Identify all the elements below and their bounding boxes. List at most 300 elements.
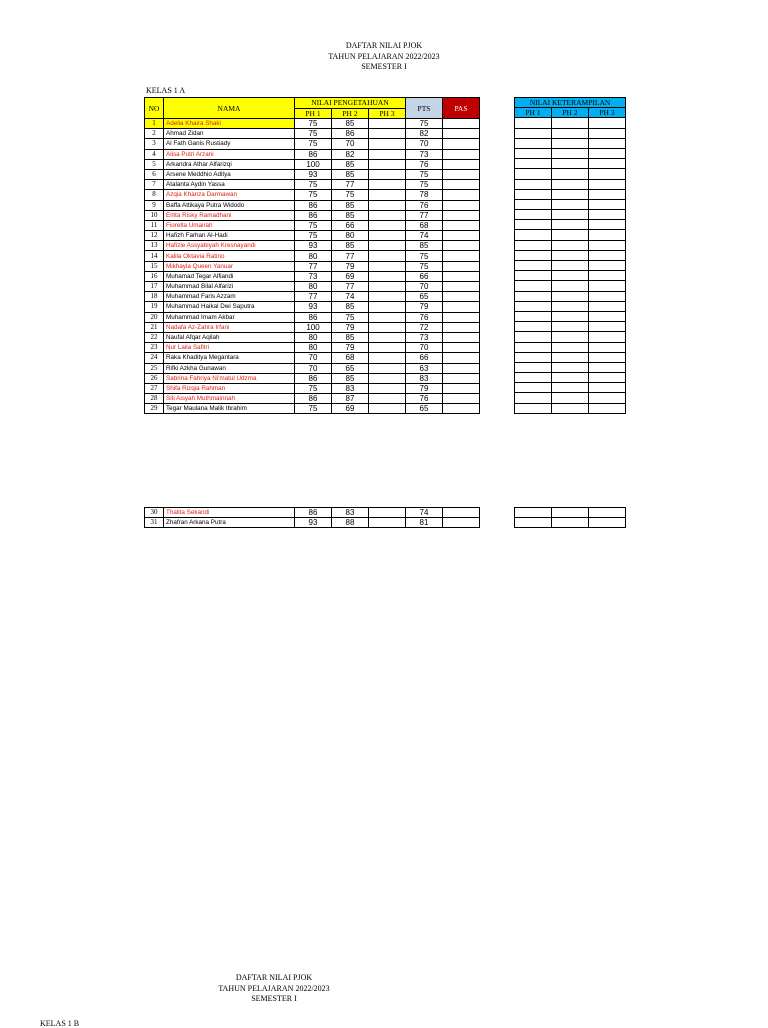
ph1-score: 93	[295, 518, 332, 528]
pas-score	[443, 220, 480, 230]
student-name: Zhafran Arkana Putra	[164, 518, 295, 528]
student-name: Hafizie Assyabiyah Kresnayandi	[164, 241, 295, 251]
pts-score: 76	[406, 394, 443, 404]
table-row	[145, 282, 480, 292]
table-row	[145, 129, 480, 139]
skill-ph3-score	[589, 138, 626, 148]
skill-ph1-score	[515, 210, 552, 220]
ph2-score: 65	[332, 363, 369, 373]
skill-ph2-score	[552, 250, 589, 260]
skill-ph2-score	[552, 220, 589, 230]
skill-row	[515, 403, 626, 413]
ph3-score	[369, 159, 406, 169]
skill-ph2-score	[552, 159, 589, 169]
pas-score	[443, 343, 480, 353]
pts-score: 76	[406, 200, 443, 210]
header-no: NO	[145, 98, 164, 119]
ph1-score: 86	[295, 312, 332, 322]
ph1-score: 77	[295, 292, 332, 302]
header-skill-ph3: PH 3	[589, 108, 626, 118]
ph2-score: 77	[332, 282, 369, 292]
skill-ph2-score	[552, 148, 589, 158]
skill-ph2-score	[552, 138, 589, 148]
pts-score: 75	[406, 261, 443, 271]
ph3-score	[369, 404, 406, 414]
title-line-2: TAHUN PELAJARAN 2022/2023	[328, 51, 440, 61]
pts-score: 73	[406, 149, 443, 159]
ph1-score: 70	[295, 363, 332, 373]
ph1-score: 80	[295, 343, 332, 353]
pas-score	[443, 190, 480, 200]
ph1-score: 86	[295, 373, 332, 383]
pas-score	[443, 373, 480, 383]
ph1-score: 100	[295, 159, 332, 169]
skill-ph1-score	[515, 281, 552, 291]
ph1-score: 93	[295, 241, 332, 251]
ph1-score: 70	[295, 353, 332, 363]
header-skill-ph2: PH 2	[552, 108, 589, 118]
pts-score: 75	[406, 169, 443, 179]
table-row	[145, 119, 480, 129]
ph3-score	[369, 200, 406, 210]
student-name: Muhammad Faris Azzam	[164, 292, 295, 302]
ph2-score: 85	[332, 200, 369, 210]
ph1-score: 75	[295, 139, 332, 149]
header-pts: PTS	[406, 98, 443, 119]
student-name: Arsene Meddhio Aditya	[164, 169, 295, 179]
row-number: 9	[145, 200, 164, 210]
skill-ph1-score	[515, 383, 552, 393]
table-row	[145, 241, 480, 251]
skill-row	[515, 518, 626, 528]
skill-row	[515, 261, 626, 271]
skill-row	[515, 362, 626, 372]
pts-score: 83	[406, 373, 443, 383]
ph1-score: 73	[295, 271, 332, 281]
header-nama: NAMA	[164, 98, 295, 119]
skill-ph3-score	[589, 518, 626, 528]
pas-score	[443, 282, 480, 292]
pas-score	[443, 119, 480, 129]
header-pas: PAS	[443, 98, 480, 119]
table-row	[145, 404, 480, 414]
table-row	[145, 169, 480, 179]
skill-row	[515, 508, 626, 518]
ph3-score	[369, 271, 406, 281]
ph3-score	[369, 302, 406, 312]
table-row	[145, 149, 480, 159]
skill-ph3-score	[589, 230, 626, 240]
row-number: 31	[145, 518, 164, 528]
skill-ph1-score	[515, 148, 552, 158]
ph3-score	[369, 220, 406, 230]
ph1-score: 86	[295, 394, 332, 404]
skill-ph1-score	[515, 199, 552, 209]
skill-ph1-score	[515, 179, 552, 189]
title-line-1: DAFTAR NILAI PJOK	[345, 41, 423, 50]
row-number: 3	[145, 139, 164, 149]
ph3-score	[369, 261, 406, 271]
grades-table	[144, 97, 480, 414]
pas-score	[443, 180, 480, 190]
row-number: 2	[145, 129, 164, 139]
skill-ph1-score	[515, 508, 552, 518]
footer-line-2: TAHUN PELAJARAN 2022/2023	[218, 983, 330, 993]
skill-row	[515, 138, 626, 148]
skill-row	[515, 332, 626, 342]
skill-ph2-score	[552, 240, 589, 250]
skill-ph3-score	[589, 311, 626, 321]
table-row	[145, 518, 480, 528]
student-name: Rifki Azkha Gunawan	[164, 363, 295, 373]
table-row	[145, 251, 480, 261]
footer-class-label: KELAS 1 B	[40, 1019, 80, 1028]
student-name: Tegar Maulana Malik Ibrahim	[164, 404, 295, 414]
student-name: Muhammad Bilal Alfarizi	[164, 282, 295, 292]
student-name: Naufal Afqar Aqilah	[164, 332, 295, 342]
ph1-score: 77	[295, 261, 332, 271]
skill-ph3-score	[589, 342, 626, 352]
ph3-score	[369, 190, 406, 200]
pts-score: 79	[406, 302, 443, 312]
row-number: 16	[145, 271, 164, 281]
pts-score: 72	[406, 322, 443, 332]
student-name: Muhamad Tegar Alfiandi	[164, 271, 295, 281]
skill-row	[515, 210, 626, 220]
skill-ph1-score	[515, 250, 552, 260]
row-number: 21	[145, 322, 164, 332]
row-number: 24	[145, 353, 164, 363]
ph2-score: 85	[332, 119, 369, 129]
skill-ph3-score	[589, 281, 626, 291]
skill-ph1-score	[515, 342, 552, 352]
pas-score	[443, 210, 480, 220]
pts-score: 75	[406, 180, 443, 190]
ph1-score: 86	[295, 149, 332, 159]
skill-row	[515, 128, 626, 138]
pts-score: 74	[406, 231, 443, 241]
ph2-score: 69	[332, 271, 369, 281]
pts-score: 65	[406, 292, 443, 302]
skill-ph2-score	[552, 342, 589, 352]
ph3-score	[369, 343, 406, 353]
skill-ph2-score	[552, 169, 589, 179]
ph2-score: 80	[332, 231, 369, 241]
ph2-score: 85	[332, 302, 369, 312]
footer-title	[0, 973, 548, 1005]
table-row	[145, 180, 480, 190]
table-row	[145, 383, 480, 393]
pas-score	[443, 139, 480, 149]
skill-row	[515, 301, 626, 311]
pts-score: 75	[406, 119, 443, 129]
skill-ph1-score	[515, 220, 552, 230]
row-number: 10	[145, 210, 164, 220]
row-number: 5	[145, 159, 164, 169]
skill-ph3-score	[589, 210, 626, 220]
row-number: 19	[145, 302, 164, 312]
skill-ph2-score	[552, 383, 589, 393]
pas-score	[443, 383, 480, 393]
row-number: 13	[145, 241, 164, 251]
row-number: 6	[145, 169, 164, 179]
row-number: 18	[145, 292, 164, 302]
pas-score	[443, 251, 480, 261]
skill-ph3-score	[589, 128, 626, 138]
skill-ph3-score	[589, 159, 626, 169]
pas-score	[443, 353, 480, 363]
skill-ph1-score	[515, 271, 552, 281]
ph2-score: 85	[332, 169, 369, 179]
skill-row	[515, 230, 626, 240]
ph3-score	[369, 322, 406, 332]
pas-score	[443, 200, 480, 210]
pas-score	[443, 332, 480, 342]
pts-score: 74	[406, 508, 443, 518]
pas-score	[443, 322, 480, 332]
table-row	[145, 210, 480, 220]
ph1-score: 80	[295, 332, 332, 342]
student-name: Sabrina Fahriya Ni'matul Udzma	[164, 373, 295, 383]
student-name: Muhammad Imam Akbar	[164, 312, 295, 322]
student-name: Siti Aisyah Muthmainnah	[164, 394, 295, 404]
ph2-score: 86	[332, 129, 369, 139]
skill-ph3-score	[589, 169, 626, 179]
pts-score: 73	[406, 332, 443, 342]
ph2-score: 85	[332, 210, 369, 220]
skill-ph2-score	[552, 281, 589, 291]
student-name: Raka Khaditya Megantara	[164, 353, 295, 363]
ph1-score: 100	[295, 322, 332, 332]
skill-ph1-score	[515, 159, 552, 169]
student-name: Shifa Rizqia Rahman	[164, 383, 295, 393]
skill-row	[515, 220, 626, 230]
ph2-score: 75	[332, 190, 369, 200]
skill-row	[515, 322, 626, 332]
ph1-score: 86	[295, 508, 332, 518]
skill-ph3-score	[589, 118, 626, 128]
skill-ph2-score	[552, 311, 589, 321]
skill-row	[515, 393, 626, 403]
skill-ph2-score	[552, 508, 589, 518]
header-ph1: PH 1	[295, 108, 332, 119]
ph1-score: 75	[295, 404, 332, 414]
ph3-score	[369, 180, 406, 190]
pas-score	[443, 312, 480, 322]
pas-score	[443, 159, 480, 169]
table-row	[145, 363, 480, 373]
skill-ph1-score	[515, 128, 552, 138]
pts-score: 85	[406, 241, 443, 251]
student-name: Fiorelta Umairah	[164, 220, 295, 230]
table-row	[145, 231, 480, 241]
skill-ph2-score	[552, 393, 589, 403]
ph3-score	[369, 139, 406, 149]
skill-row	[515, 169, 626, 179]
ph2-score: 85	[332, 373, 369, 383]
skill-ph1-score	[515, 518, 552, 528]
student-name: Al Fath Ganis Rustiady	[164, 139, 295, 149]
header-ph2: PH 2	[332, 108, 369, 119]
pas-score	[443, 261, 480, 271]
skill-ph3-score	[589, 301, 626, 311]
skill-row	[515, 250, 626, 260]
student-name: Kalila Oktavia Ratino	[164, 251, 295, 261]
pas-score	[443, 271, 480, 281]
skill-ph3-score	[589, 250, 626, 260]
ph1-score: 80	[295, 251, 332, 261]
table-row	[145, 220, 480, 230]
header-nilai-pengetahuan: NILAI PENGETAHUAN	[295, 98, 406, 109]
skill-ph1-score	[515, 393, 552, 403]
ph2-score: 85	[332, 159, 369, 169]
table-row	[145, 312, 480, 322]
document-title	[0, 41, 768, 73]
ph1-score: 75	[295, 129, 332, 139]
skill-ph2-score	[552, 373, 589, 383]
ph2-score: 69	[332, 404, 369, 414]
table-row	[145, 343, 480, 353]
header-skill-ph1: PH 1	[515, 108, 552, 118]
skill-ph3-score	[589, 220, 626, 230]
ph3-score	[369, 373, 406, 383]
skill-ph1-score	[515, 291, 552, 301]
skill-ph2-score	[552, 301, 589, 311]
ph3-score	[369, 332, 406, 342]
row-number: 25	[145, 363, 164, 373]
footer-line-1: DAFTAR NILAI PJOK	[235, 973, 313, 982]
skill-ph3-score	[589, 383, 626, 393]
table-row	[145, 508, 480, 518]
skill-ph1-score	[515, 301, 552, 311]
table-row	[145, 302, 480, 312]
ph2-score: 87	[332, 394, 369, 404]
row-number: 17	[145, 282, 164, 292]
pts-score: 68	[406, 220, 443, 230]
ph1-score: 86	[295, 210, 332, 220]
ph1-score: 75	[295, 190, 332, 200]
pas-score	[443, 404, 480, 414]
row-number: 20	[145, 312, 164, 322]
table-row	[145, 190, 480, 200]
skill-row	[515, 311, 626, 321]
skill-ph3-score	[589, 362, 626, 372]
pas-score	[443, 292, 480, 302]
row-number: 15	[145, 261, 164, 271]
skill-ph2-score	[552, 352, 589, 362]
skill-ph3-score	[589, 240, 626, 250]
student-name: Atalanta Aydin Yassa	[164, 180, 295, 190]
pas-score	[443, 241, 480, 251]
ph2-score: 74	[332, 292, 369, 302]
skill-ph2-score	[552, 118, 589, 128]
skill-row	[515, 159, 626, 169]
table-row	[145, 271, 480, 281]
footer-line-3: SEMESTER I	[251, 994, 297, 1003]
skill-ph3-score	[589, 373, 626, 383]
ph1-score: 75	[295, 119, 332, 129]
skill-ph1-score	[515, 138, 552, 148]
ph3-score	[369, 508, 406, 518]
skill-ph3-score	[589, 148, 626, 158]
skill-ph1-score	[515, 118, 552, 128]
skill-ph3-score	[589, 393, 626, 403]
table-row	[145, 332, 480, 342]
row-number: 14	[145, 251, 164, 261]
pas-score	[443, 149, 480, 159]
skill-ph3-score	[589, 322, 626, 332]
skill-ph2-score	[552, 230, 589, 240]
ph2-score: 79	[332, 322, 369, 332]
ph1-score: 86	[295, 200, 332, 210]
ph2-score: 79	[332, 261, 369, 271]
pts-score: 66	[406, 353, 443, 363]
skill-row	[515, 383, 626, 393]
pts-score: 76	[406, 159, 443, 169]
table-row	[145, 159, 480, 169]
student-name: Baffa Attikaya Putra Widodo	[164, 200, 295, 210]
skill-ph1-score	[515, 352, 552, 362]
skill-ph3-score	[589, 403, 626, 413]
student-name: Adelia Khaira Shaki	[164, 119, 295, 129]
row-number: 28	[145, 394, 164, 404]
row-number: 1	[145, 119, 164, 129]
skill-ph2-score	[552, 322, 589, 332]
ph1-score: 80	[295, 282, 332, 292]
grades-table-extra	[144, 507, 480, 528]
ph3-score	[369, 312, 406, 322]
skill-ph3-score	[589, 508, 626, 518]
student-name: Nadafa Az-Zahra Irfani	[164, 322, 295, 332]
skill-ph3-score	[589, 271, 626, 281]
ph1-score: 93	[295, 169, 332, 179]
pas-score	[443, 363, 480, 373]
pas-score	[443, 508, 480, 518]
skill-ph2-score	[552, 189, 589, 199]
skill-row	[515, 271, 626, 281]
ph1-score: 75	[295, 383, 332, 393]
row-number: 30	[145, 508, 164, 518]
ph3-score	[369, 149, 406, 159]
ph3-score	[369, 394, 406, 404]
row-number: 27	[145, 383, 164, 393]
row-number: 23	[145, 343, 164, 353]
skill-row	[515, 291, 626, 301]
row-number: 11	[145, 220, 164, 230]
skill-ph1-score	[515, 240, 552, 250]
pas-score	[443, 518, 480, 528]
pts-score: 63	[406, 363, 443, 373]
ph3-score	[369, 231, 406, 241]
row-number: 12	[145, 231, 164, 241]
table-row	[145, 200, 480, 210]
ph1-score: 75	[295, 180, 332, 190]
skill-ph2-score	[552, 403, 589, 413]
pts-score: 75	[406, 251, 443, 261]
table-row	[145, 139, 480, 149]
skill-row	[515, 189, 626, 199]
skill-ph1-score	[515, 261, 552, 271]
row-number: 7	[145, 180, 164, 190]
pts-score: 78	[406, 190, 443, 200]
table-row	[145, 373, 480, 383]
ph3-score	[369, 292, 406, 302]
ph3-score	[369, 363, 406, 373]
skills-table	[514, 97, 626, 414]
ph3-score	[369, 282, 406, 292]
pts-score: 81	[406, 518, 443, 528]
table-row	[145, 322, 480, 332]
